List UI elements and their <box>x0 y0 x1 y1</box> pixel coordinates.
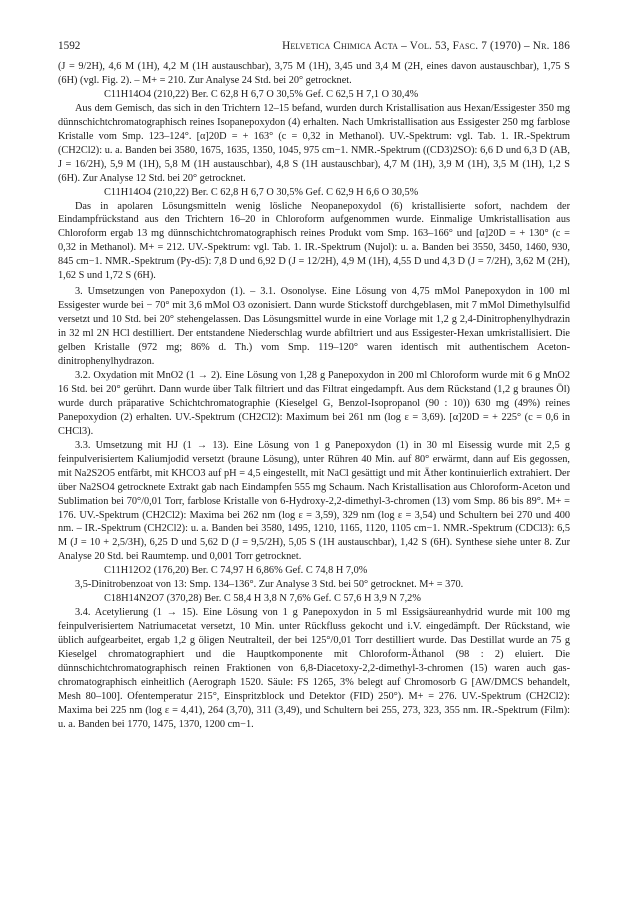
elemental-analysis-1: C11H14O4 (210,22) Ber. C 62,8 H 6,7 O 30,5% Gef. C 62,5 H 7,1 O 30,4% <box>104 88 419 100</box>
elemental-analysis-4: C18H14N2O7 (370,28) Ber. C 58,4 H 3,8 N 7,6% Gef. C 57,6 H 3,9 N 7,2% <box>104 593 421 605</box>
paragraph-neopanepoxydol: Das in apolaren Lösungsmitteln wenig lösliche Neopanepoxydol (6) kristallisierte sofort, nachdem der Eindampfrückstand aus den Trichtern 16–20 in Chloroform aufgenommen wurde. Einmalige Umkristallisation aus Chloroform ergab 13 mg dünnschichtchromatographisch reines Produkt vom Smp. 163–166° und [α]20D = + 130° (c = 0,32 in Methanol). M+ = 212. UV.-Spektrum: vgl. Tab. 1. IR.-Spektrum (Nujol): u. a. Banden bei 3550, 3450, 1460, 930, 845 cm−1. NMR.-Spektrum (Py-d5): 7,8 D und 6,92 D (J = 12/2H), 4,9 M (1H), 4,55 D und 4,3 D (J = 7/2H), 3,62 M (2H), 1,62 S und 1,72 S (6H). <box>58 200 570 282</box>
paragraph-dinitrobenzoate: 3,5-Dinitrobenzoat von 13: Smp. 134–136°. Zur Analyse 3 Std. bei 50° getrocknet. M+ = 370. <box>75 579 464 591</box>
section-3-ozonolysis: 3. Umsetzungen von Panepoxydon (1). – 3.1. Osonolyse. Eine Lösung von 4,75 mMol Panepoxydon in 100 ml Essigester wurde bei − 70° mit 3,6 mMol O3 ozonisiert. Dann wurde Stickstoff durchgeblasen, mit 7 mMol Dimethylsulfid versetzt und 10 Std. bei 20° stehengelassen. Das Lösungsmittel wurde in eine Vorlage mit 1,2 g 2,4-Dinitrophenylhydrazin in 32 ml 2N HCl destilliert. Der entstandene Niederschlag wurde abfiltriert und aus Essigester-Hexan umkristallisiert. Die gelben Kristalle (972 mg; 86% d. Th.) vom Smp. 119–120° waren identisch mit authentischem Aceton-dinitrophenylhydrazon. <box>58 286 570 368</box>
page-number: 1592 <box>58 40 81 52</box>
journal-running-title: Helvetica Chimica Acta – Vol. 53, Fasc. 7 (1970) – Nr. 186 <box>282 40 570 52</box>
elemental-analysis-2: C11H14O4 (210,22) Ber. C 62,8 H 6,7 O 30,5% Gef. C 62,9 H 6,6 O 30,5% <box>104 186 419 198</box>
paragraph-nmr-continuation: (J = 9/2H), 4,6 M (1H), 4,2 M (1H austauschbar), 3,75 M (1H), 3,45 und 3,4 M (2H, eines davon austauschbar), 1,75 S (6H) (vgl. Fig. 2). – M+ = 210. Zur Analyse 24 Std. bei 20° getrocknet. <box>58 61 570 86</box>
page-header <box>58 40 570 52</box>
section-3-2-oxidation: 3.2. Oxydation mit MnO2 (1 → 2). Eine Lösung von 1,28 g Panepoxydon in 200 ml Chloroform wurde mit 6 g MnO2 16 Std. bei 20° gerührt. Dann wurde über Talk filtriert und das Filtrat eingedampft. Aus dem Rückstand (1,2 g braunes Öl) wurde durch präparative Schichtchromatographie (Kieselgel G, Benzol-Isopropanol (90 : 10)) 630 mg (49%) reines Panepoxydion (2) erhalten. UV.-Spektrum (CH2Cl2): Maximum bei 261 nm (log ε = 3,69). [α]20D = + 225° (c = 0,6 in CHCl3). <box>58 369 570 437</box>
section-3-3-hj-reaction: 3.3. Umsetzung mit HJ (1 → 13). Eine Lösung von 1 g Panepoxydon (1) in 30 ml Eisessig wurde mit 2,5 g feinpulverisiertem Kaliumjodid versetzt (braune Lösung), unter Rühren 40 Min. auf 80° erwärmt, dann auf Eis gegossen, mit Na2S2O5 entfärbt, mit KHCO3 auf pH = 4,5 eingestellt, mit NaCl gesättigt und mit Äther kontinuierlich extrahiert. Der über Na2SO4 getrocknete Extrakt gab nach Eindampfen 555 mg Schaum. Nach Kristallisation aus Chloroform-Aceton und Sublimation bei 70°/0,01 Torr, farblose Kristalle von 6-Hydroxy-2,2-dimethyl-3-chromen (13) vom Smp. 86 bis 89°. M+ = 176. UV.-Spektrum (CH2Cl2): Maxima bei 262 nm (log ε = 3,59), 329 nm (log ε = 3,54) und Schultern bei 270 und 400 nm. – IR.-Spektrum (CH2Cl2): u. a. Banden bei 3580, 1495, 1210, 1165, 1120, 1105 cm−1. NMR.-Spektrum (CDCl3): 6,5 M (J = 10 + 2,5/3H), 6,25 D und 5,62 D (J = 9,5/2H), 5,05 S (1H austauschbar), 1,42 S (6H). Synthese siehe unter 8. Zur Analyse 20 Std. bei Raumtemp. und 0,001 Torr getrocknet. <box>58 439 570 563</box>
elemental-analysis-3: C11H12O2 (176,20) Ber. C 74,97 H 6,86% Gef. C 74,8 H 7,0% <box>104 565 368 577</box>
paragraph-isopanepoxydon: Aus dem Gemisch, das sich in den Trichtern 12–15 befand, wurden durch Kristallisation aus Hexan/Essigester 350 mg dünnschichtchromatographisch reines Isopanepoxydon (4) erhalten. Nach Umkristallisation aus Essigester 250 mg farblose Kristalle vom Smp. 123–124°. [α]20D = + 163° (c = 0,32 in Methanol). UV.-Spektrum: vgl. Tab. 1. IR.-Spektrum (CH2Cl2): u. a. Banden bei 3580, 1675, 1635, 1350, 1045, 975 cm−1. NMR.-Spektrum ((CD3)2SO): 6,6 D und 6,3 D (AB, J = 16/2H), 5,9 M (1H), 5,8 M (1H austauschbar), 4,8 S (1H austauschbar), 4,7 M (1H), 3,9 M (1H), 3,5 M (1H), 1,2 S (6H). Zur Analyse 12 Std. bei 20° getrocknet. <box>58 102 570 184</box>
section-3-4-acetylation: 3.4. Acetylierung (1 → 15). Eine Lösung von 1 g Panepoxydon in 5 ml Essigsäureanhydrid wurde mit 100 mg feinpulverisiertem Natriumacetat versetzt, 10 Min. unter Rückfluss gekocht und i.V. eingedämpft. Der Rückstand, wie üblich aufgearbeitet, ergab 1,2 g öligen Neutralteil, der bei 125°/0,01 Torr destilliert wurde. Das Destillat wurde an 75 g Kieselgel chromatographiert und die Hauptkomponente mit Chloroform-Äthanol (98 : 2) eluiert. Die dünnschichtchromatographisch reinen Fraktionen von 6,8-Diacetoxy-2,2-dimethyl-3-chromen (15) waren auch gas-chromatographisch einheitlich (Aerograph 1520. Säule: FS 1265, 3% belegt auf Chromosorb G [AW/DMCS behandelt, Mesh 80–100]. Ofentemperatur 215°, Einspritzblock und Detektor (FID) 250°). M+ = 276. UV.-Spektrum (CH2Cl2): Maxima bei 225 nm (log ε = 4,41), 264 (3,70), 311 (3,49), und Schultern bei 255, 273, 323, 355 nm. IR.-Spektrum (Film): u. a. Banden bei 1770, 1475, 1370, 1200 cm−1. <box>58 607 570 730</box>
article-body <box>58 60 570 732</box>
